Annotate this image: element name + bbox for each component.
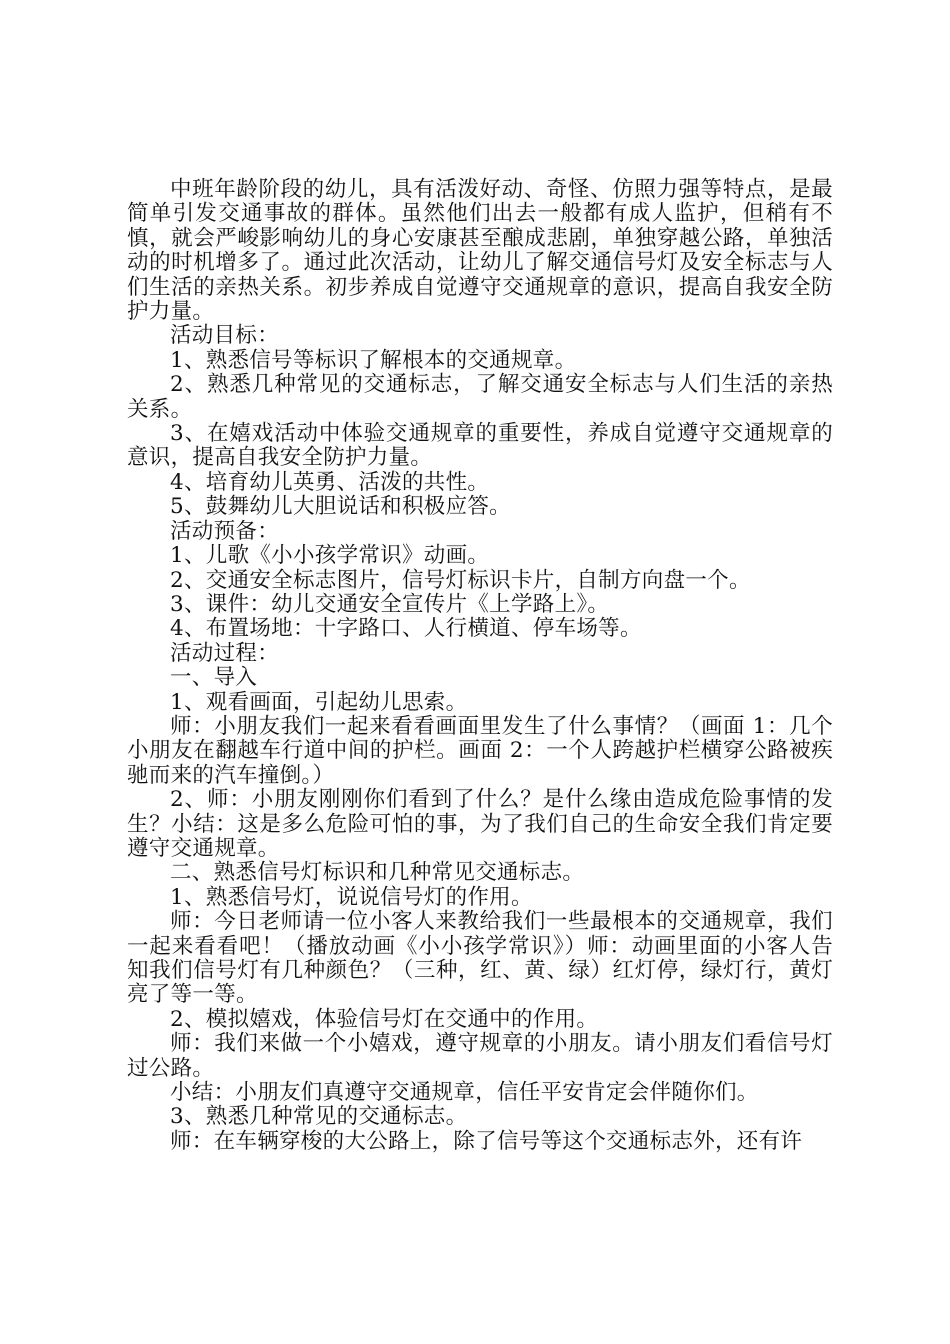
- process-paragraph: 2、模拟嬉戏，体验信号灯在交通中的作用。: [170, 1006, 599, 1032]
- process-paragraph: 师：小朋友我们一起来看看画面里发生了什么事情？（画面 1：几个小朋友在翻越车行道中间的护栏。画面 2：一个人跨越护栏横穿公路被疾驰而来的汽车撞倒。）: [127, 713, 833, 788]
- process-paragraph: 师：今日老师请一位小客人来教给我们一些最根本的交通规章，我们一起来看看吧！（播放动画《小小孩学常识》）师：动画里面的小客人告知我们信号灯有几种颜色？（三种，红、黄、绿）红灯停，绿灯行，黄灯亮了等一等。: [127, 909, 833, 1008]
- preparation-item-2: 2、交通安全标志图片，信号灯标识卡片，自制方向盘一个。: [170, 567, 751, 593]
- section-heading-goals: 活动目标：: [170, 323, 280, 349]
- goal-item-3: 3、在嬉戏活动中体验交通规章的重要性，养成自觉遵守交通规章的意识，提高自我安全防护力量。: [127, 421, 833, 471]
- process-paragraph: 师：在车辆穿梭的大公路上，除了信号等这个交通标志外，还有许: [170, 1128, 803, 1154]
- section-heading-process: 活动过程：: [170, 640, 280, 666]
- process-paragraph: 小结：小朋友们真遵守交通规章，信任平安肯定会伴随你们。: [170, 1080, 759, 1106]
- process-step-intro: 一、导入: [170, 665, 258, 691]
- process-paragraph: 1、观看画面，引起幼儿思索。: [170, 689, 468, 715]
- process-paragraph: 师：我们来做一个小嬉戏，遵守规章的小朋友。请小朋友们看信号灯过公路。: [127, 1031, 833, 1081]
- goal-item-2: 2、熟悉几种常见的交通标志，了解交通安全标志与人们生活的亲热关系。: [127, 372, 833, 422]
- section-heading-preparation: 活动预备：: [170, 518, 280, 544]
- goal-item-1: 1、熟悉信号等标识了解根本的交通规章。: [170, 347, 577, 373]
- goal-item-4: 4、培育幼儿英勇、活泼的共性。: [170, 469, 490, 495]
- preparation-item-3: 3、课件：幼儿交通安全宣传片《上学路上》。: [170, 591, 610, 617]
- goal-item-5: 5、鼓舞幼儿大胆说话和积极应答。: [170, 494, 511, 520]
- document-body: [127, 178, 833, 1154]
- process-paragraph: 2、师：小朋友刚刚你们看到了什么？是什么缘由造成危险事情的发生？小结：这是多么危险可怕的事，为了我们自己的生命安全我们肯定要遵守交通规章。: [127, 787, 833, 861]
- preparation-item-4: 4、布置场地：十字路口、人行横道、停车场等。: [170, 616, 642, 642]
- process-paragraph: 3、熟悉几种常见的交通标志。: [170, 1104, 468, 1130]
- preparation-item-1: 1、儿歌《小小孩学常识》动画。: [170, 543, 490, 569]
- intro-paragraph: 中班年龄阶段的幼儿，具有活泼好动、奇怪、仿照力强等特点，是最简单引发交通事故的群体。虽然他们出去一般都有成人监护，但稍有不慎，就会严峻影响幼儿的身心安康甚至酿成悲剧，单独穿越公路，单独活动的时机增多了。通过此次活动，让幼儿了解交通信号灯及安全标志与人们生活的亲热关系。初步养成自觉遵守交通规章的意识，提高自我安全防护力量。: [127, 177, 833, 325]
- process-paragraph: 1、熟悉信号灯，说说信号灯的作用。: [170, 884, 533, 910]
- process-step-heading: 二、熟悉信号灯标识和几种常见交通标志。: [170, 860, 585, 886]
